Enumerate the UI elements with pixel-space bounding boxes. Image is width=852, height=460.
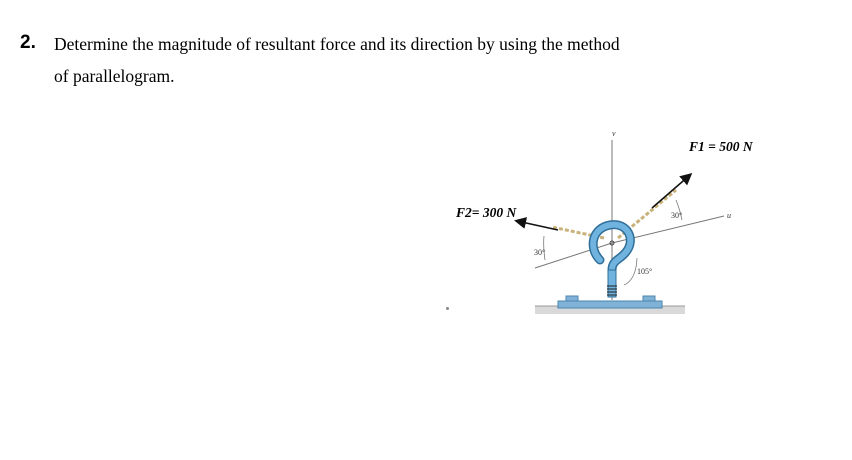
question-text-line-2: of parallelogram. — [54, 66, 175, 86]
f1-arrow — [652, 175, 690, 208]
f1-label: F1 = 500 N — [689, 139, 753, 154]
angle-label-f1: 30° — [671, 211, 683, 220]
f2-label: F2= 300 N — [456, 205, 517, 220]
axis-label-u: u — [727, 211, 731, 220]
angle-arc-u — [624, 258, 637, 285]
stray-dot — [446, 307, 449, 310]
f2-arrow — [517, 221, 558, 230]
angle-label-u: 105° — [637, 267, 653, 276]
angle-label-f2: 30° — [534, 248, 546, 257]
plate-bolt-left — [566, 296, 578, 301]
base-plate — [558, 301, 662, 308]
question-text-line-1: Determine the magnitude of resultant force and its direction by using the method — [54, 34, 620, 54]
force-diagram — [440, 120, 780, 330]
question-number: 2. — [20, 32, 36, 53]
axis-label-v: v — [612, 129, 616, 138]
plate-bolt-right — [643, 296, 655, 301]
